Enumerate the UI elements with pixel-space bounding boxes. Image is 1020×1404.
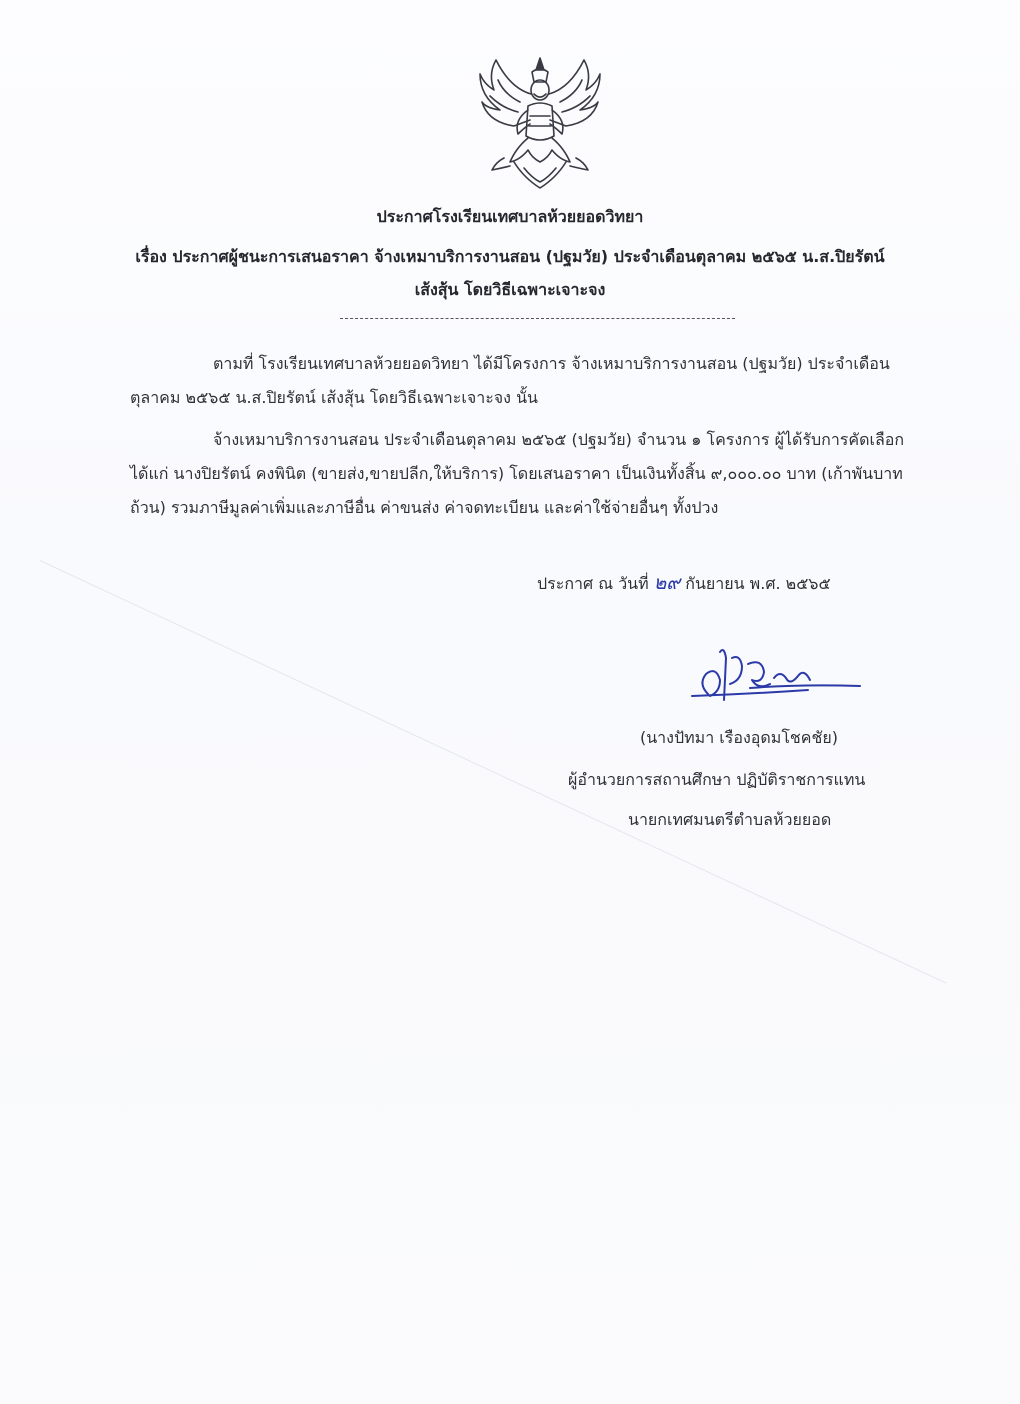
announcement-subject: เรื่อง ประกาศผู้ชนะการเสนอราคา จ้างเหมาบริการงานสอน (ปฐมวัย) ประจำเดือนตุลาคม ๒๕๖๕ น.ส.ปิยรัตน์ [135,247,885,266]
paragraph-1-line-1: ตามที่ โรงเรียนเทศบาลห้วยยอดวิทยา ได้มีโครงการ จ้างเหมาบริการงานสอน (ปฐมวัย) ประจำเดือน [213,354,890,373]
announcement-subject-continued: เส้งสุ้น โดยวิธีเฉพาะเจาะจง [414,280,606,299]
signatory-position: ผู้อำนวยการสถานศึกษา ปฏิบัติราชการแทน [568,770,866,789]
garuda-emblem-icon [474,50,606,195]
paragraph-2-line-2: ได้แก่ นางปิยรัตน์ คงพินิต (ขายส่ง,ขายปลีก,ให้บริการ) โดยเสนอราคา เป็นเงินทั้งสิ้น ๙,๐๐๐.๐๐ บาท (เก้าพันบาท [130,464,903,483]
signatory-name: (นางปัทมา เรืองอุดมโชคชัย) [640,728,838,747]
paragraph-1-line-2: ตุลาคม ๒๕๖๕ น.ส.ปิยรัตน์ เส้งสุ้น โดยวิธีเฉพาะเจาะจง นั้น [130,388,538,407]
paragraph-2-line-1: จ้างเหมาบริการงานสอน ประจำเดือนตุลาคม ๒๕๖๕ (ปฐมวัย) จำนวน ๑ โครงการ ผู้ได้รับการคัดเลือก [213,430,905,449]
date-prefix: ประกาศ ณ วันที่ [537,574,649,593]
signatory-authority: นายกเทศมนตรีตำบลห้วยยอด [628,810,832,829]
handwritten-day: ๒๙ [653,572,681,594]
date-line [537,568,831,598]
paragraph-2-line-3: ถ้วน) รวมภาษีมูลค่าเพิ่มและภาษีอื่น ค่าขนส่ง ค่าจดทะเบียน และค่าใช้จ่ายอื่นๆ ทั้งปวง [130,498,719,517]
header-divider [340,318,735,319]
handwritten-signature [690,644,865,706]
announcement-title: ประกาศโรงเรียนเทศบาลห้วยยอดวิทยา [376,207,644,226]
date-suffix: กันยายน พ.ศ. ๒๕๖๕ [685,574,831,593]
